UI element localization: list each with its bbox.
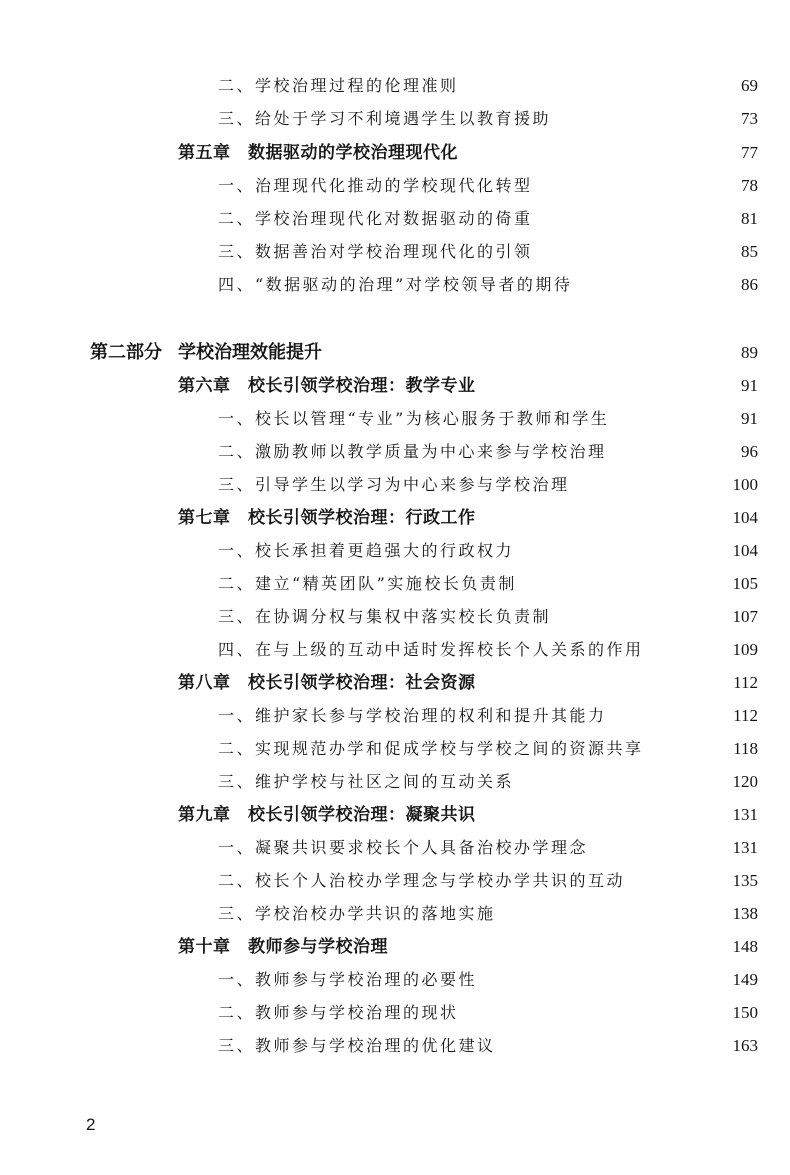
toc-section-row: [0, 268, 790, 302]
toc-section-row: [0, 468, 790, 502]
toc-page-number: 104: [732, 541, 758, 560]
toc-page-number: 149: [732, 970, 758, 989]
toc-page-number: 73: [741, 109, 758, 128]
toc-chapter-row: [0, 798, 790, 832]
toc-section-row: [0, 765, 790, 799]
toc-section-title: 二、学校治理现代化对数据驱动的倚重: [218, 209, 533, 228]
toc-page-number: 163: [732, 1036, 758, 1055]
toc-section-title: 一、校长承担着更趋强大的行政权力: [218, 541, 515, 560]
toc-section-title: 三、学校治校办学共识的落地实施: [218, 904, 496, 923]
toc-page-number: 100: [732, 475, 758, 494]
footer-page-number: 2: [86, 1115, 96, 1134]
toc-page-number: 131: [732, 838, 758, 857]
toc-section-title: 二、激励教师以教学质量为中心来参与学校治理: [218, 442, 607, 461]
toc-section-row: [0, 69, 790, 103]
toc-page-number: 86: [741, 275, 758, 294]
toc-section-title: 一、校长以管理“专业”为核心服务于教师和学生: [218, 409, 610, 428]
toc-section-row: [0, 235, 790, 269]
toc-section-row: [0, 402, 790, 436]
toc-page-number: 107: [732, 607, 758, 626]
toc-section-row: [0, 1029, 790, 1063]
toc-section-row: [0, 897, 790, 931]
toc-chapter-row: [0, 930, 790, 964]
toc-section-row: [0, 567, 790, 601]
toc-section-title: 二、建立“精英团队”实施校长负责制: [218, 574, 517, 593]
toc-page-number: 91: [741, 376, 758, 395]
toc-section-row: [0, 600, 790, 634]
toc-page-number: 150: [732, 1003, 758, 1022]
toc-chapter-row: [0, 136, 790, 170]
toc-chapter-row: [0, 369, 790, 403]
toc-chapter-title: 第八章 校长引领学校治理：社会资源: [178, 673, 476, 693]
toc-section-row: [0, 102, 790, 136]
toc-section-row: [0, 732, 790, 766]
toc-chapter-title: 第六章 校长引领学校治理：教学专业: [178, 376, 476, 396]
toc-page-number: 78: [741, 176, 758, 195]
toc-section-title: 三、教师参与学校治理的优化建议: [218, 1036, 496, 1055]
toc-section-title: 一、维护家长参与学校治理的权利和提升其能力: [218, 706, 607, 725]
toc-section-row: [0, 202, 790, 236]
toc-chapter-title: 第九章 校长引领学校治理：凝聚共识: [178, 805, 476, 825]
toc-page-number: 118: [733, 739, 758, 758]
toc-page-number: 120: [732, 772, 758, 791]
toc-chapter-row: [0, 501, 790, 535]
toc-section-title: 四、在与上级的互动中适时发挥校长个人关系的作用: [218, 640, 644, 659]
toc-page-number: 77: [741, 143, 758, 162]
toc-section-row: [0, 864, 790, 898]
toc-section-row: [0, 169, 790, 203]
toc-part-number: 第二部分: [90, 342, 162, 363]
toc-section-row: [0, 534, 790, 568]
toc-page-number: 96: [741, 442, 758, 461]
toc-section-row: [0, 435, 790, 469]
toc-page-number: 112: [733, 673, 758, 692]
toc-section-title: 二、实现规范办学和促成学校与学校之间的资源共享: [218, 739, 644, 758]
toc-section-title: 一、治理现代化推动的学校现代化转型: [218, 176, 533, 195]
toc-page-number: 89: [741, 343, 758, 362]
toc-page-number: 105: [732, 574, 758, 593]
toc-section-title: 三、数据善治对学校治理现代化的引领: [218, 242, 533, 261]
toc-page-number: 104: [732, 508, 758, 527]
toc-section-title: 二、教师参与学校治理的现状: [218, 1003, 459, 1022]
toc-chapter-row: [0, 666, 790, 700]
toc-page-number: 138: [732, 904, 758, 923]
toc-section-row: [0, 633, 790, 667]
toc-section-row: [0, 996, 790, 1030]
toc-section-title: 三、给处于学习不利境遇学生以教育援助: [218, 109, 552, 128]
toc-section-title: 二、学校治理过程的伦理准则: [218, 76, 459, 95]
toc-section-title: 三、引导学生以学习为中心来参与学校治理: [218, 475, 570, 494]
toc-page-number: 81: [741, 209, 758, 228]
toc-part-row: [0, 336, 790, 370]
toc-page-number: 85: [741, 242, 758, 261]
toc-section-row: [0, 699, 790, 733]
toc-section-title: 三、维护学校与社区之间的互动关系: [218, 772, 515, 791]
toc-page-number: 91: [741, 409, 758, 428]
toc-chapter-title: 第十章 教师参与学校治理: [178, 937, 388, 957]
toc-page-number: 69: [741, 76, 758, 95]
toc-page-number: 131: [732, 805, 758, 824]
toc-page-number: 112: [733, 706, 758, 725]
toc-chapter-title: 第七章 校长引领学校治理：行政工作: [178, 508, 476, 528]
toc-chapter-title: 第五章 数据驱动的学校治理现代化: [178, 143, 458, 163]
toc-section-title: 二、校长个人治校办学理念与学校办学共识的互动: [218, 871, 626, 890]
toc-section-title: 四、“数据驱动的治理”对学校领导者的期待: [218, 275, 573, 294]
toc-section-title: 三、在协调分权与集权中落实校长负责制: [218, 607, 552, 626]
toc-section-title: 一、教师参与学校治理的必要性: [218, 970, 478, 989]
toc-part-title: 学校治理效能提升: [178, 342, 322, 363]
toc-section-row: [0, 963, 790, 997]
toc-page-number: 135: [732, 871, 758, 890]
toc-page-number: 148: [732, 937, 758, 956]
toc-section-title: 一、凝聚共识要求校长个人具备治校办学理念: [218, 838, 589, 857]
toc-section-row: [0, 831, 790, 865]
toc-page-number: 109: [732, 640, 758, 659]
